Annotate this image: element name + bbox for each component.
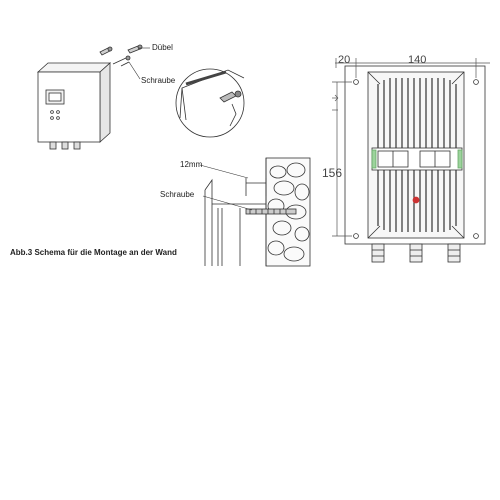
device-isometric [38,63,110,149]
label-schraube-bottom: Schraube [160,190,195,199]
dimension-156: 156 [322,166,343,180]
wall-section-detail [200,158,310,266]
figure-caption: Abb.3 Schema für die Montage an der Wand [10,248,177,257]
dimension-20: 20 [338,54,351,66]
label-schraube-top: Schraube [141,76,176,85]
label-duebel: Dübel [152,43,173,52]
callout-lines-top [129,48,150,79]
label-12mm: 12mm [180,160,203,169]
back-view-heatsink [345,66,485,262]
dimension-140: 140 [408,54,427,66]
zoom-circle-detail [176,69,244,137]
